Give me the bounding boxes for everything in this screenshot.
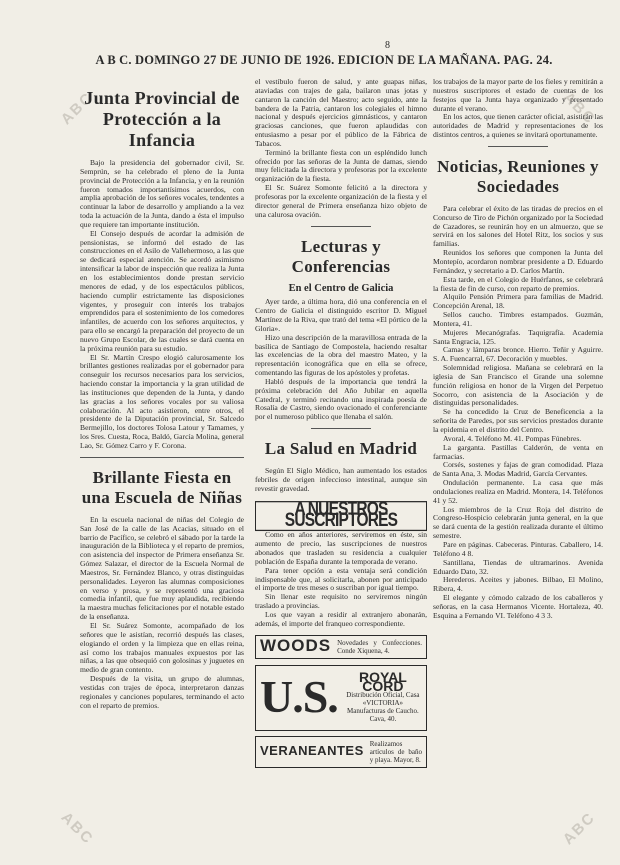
divider [488, 146, 548, 147]
paragraph: El Sr. Martín Crespo elogió calurosamente los brillantes gestiones realizadas por el gobernador para conseguir los recursos necesarios para los servicios, haciendo constar la importancia y la gran utilidad de las instituciones que dependen de la Junta, y dando las gracias a los señores vocales por su valiosa colaboración. Al acto asistieron, entre otros, el presidente de la Diputación provincial, Sr. Salcedo Bermejillo, los doctores Tolosa Latour y Tamames, y los Sres. Cuesta, Roca, Baldó, García Molina, general Lao, Sr. Gómez Carro y F. Corona. [80, 352, 244, 450]
paragraph: Ayer tarde, a última hora, dió una conferencia en el Centro de Galicia el distinguido escritor D. Miguel Martínez de la Riva, que trató del tema «El pórtico de la Gloria». [255, 297, 427, 333]
paragraph: Camas y lámparas bronce. Hierro. Teñir y Aguirre. S. A. Fuencarral, 67. Decoración y muebles. [433, 345, 603, 364]
ad-us-text2: Manufacturas de Caucho. Cava, 40. [347, 706, 419, 723]
subhead-centro-galicia: En el Centro de Galicia [288, 282, 394, 294]
paragraph: Para celebrar el éxito de las tiradas de precios en el Concurso de Tiro de Pichón organizado por la Sociedad de Cazadores, se reunirán hoy en un almuerzo, que se servirá en los salones del Hotel Ritz, los socios y sus familias. [433, 203, 603, 249]
paragraph: La garganta. Pastillas Calderón, de venta en farmacias. [433, 442, 603, 461]
folio-mark: 8 [385, 40, 390, 51]
paragraph: Hizo una descripción de la maravillosa entrada de la basílica de Santiago de Compostela, haciendo resaltar las excelencias de la obra del maestro Mateo, y la representación iconográfica que en ella se ofrece, comentando las figuras de los apóstoles y profetas. [255, 332, 427, 378]
suscriptores-banner: A NUESTROS SUSCRIPTORES [255, 501, 427, 531]
paragraph: Sellos caucho. Timbres estampados. Guzmán, Montera, 41. [433, 310, 603, 328]
paragraph: El Sr. Suárez Somonte felicitó a la directora y profesoras por la excelente organización de la fiesta y el director general de Primera enseñanza hizo objeto de una calurosa ovación. [255, 183, 427, 219]
paragraph: El Consejo después de acordar la admisión de pensionistas, se informó del estado de las construcciones en el Asilo de Vallehermoso, a las que se dedicará especial atención. Se acordó asimismo intensificar la labor de inspección que realiza la Junta en los establecimientos donde prestan servicio menores de edad, y de los espectáculos públicos, haciendo cumplir estrictamente las disposiciones vigentes, y proseguir con interés los trabajos emprendidos para el sostenimiento de los comedores infantiles, de acuerdo con los señores arquitectos, y para ello se encargó la preparación del proyecto de un nuevo Grupo Escolar, de las cuales se dará cuenta en la próxima reunión para su estudio. [80, 228, 244, 353]
column-1 [80, 78, 244, 863]
paragraph: Mujeres Mecanógrafas. Taquigrafía. Academia Santa Engracia, 125. [433, 327, 603, 346]
ad-us-name: ROYAL CORD [359, 668, 407, 694]
paragraph: Solemnidad religiosa. Mañana se celebrará en la iglesia de San Francisco el Grande una solemne función religiosa en honor de la Virgen del Perpetuo Socorro, con asistencia de la Asociación y de distinguidas personalidades. [433, 363, 603, 408]
paragraph: Se ha concedido la Cruz de Beneficencia a la señorita de Paredes, por sus servicios prestados durante la epidemia en el distrito del Centro. [433, 407, 603, 434]
ad-us-text1: Distribución Oficial, Casa «VICTORIA» [346, 690, 420, 707]
headline-junta: Junta Provincial de Protección a la Infancia [84, 88, 240, 150]
paragraph: Como en años anteriores, serviremos en éste, sin aumento de precio, las suscripciones de nuestros abonados que trasladen su residencia a cualquier población de España durante la temporada de verano. [255, 530, 427, 566]
ad-woods-text: Novedades y Confecciones. Conde Xiquena, 4. [337, 638, 422, 655]
paragraph: Ondulación permanente. La casa que más ondulaciones realiza en Madrid. Montera, 14. Teléfonos 41 y 52. [433, 478, 603, 505]
watermark-bottom-left: ABC [57, 808, 97, 849]
ad-us-brand: U.S. [260, 671, 338, 723]
ad-royal-cord [255, 665, 427, 731]
paragraph: Pare en páginas. Cabeceras. Pinturas. Caballero, 14. Teléfono 4 8. [433, 539, 603, 558]
paragraph: el vestíbulo fueron de salud, y ante guapas niñas, ataviadas con trajes de gala, bailaron unas jotas y cantaron la canción del Maestro; acto seguido, ante la bandera de la Patria, cantaron los colegiales el himno nacional y después ejercicios gimnásticos, y cantaron graciosas canciones, que fueron aplaudidas con entusiasmo a pesar por el público de la Fábrica de Tabacos. [255, 78, 427, 148]
paragraph: Santillana, Tiendas de ultramarinos. Avenida Eduardo Dato, 32. [433, 557, 603, 576]
ad-ver-text: Realizamos artículos de baño y playa. Mayor, 8. [369, 739, 422, 764]
paragraph: Alquilo Pensión Primera para familias de Madrid. Concepción Arenal, 18. [433, 292, 603, 311]
paragraph: Esta tarde, en el Colegio de Huérfanos, se celebrará la fiesta de fin de curso, con reparto de premios. [433, 274, 603, 293]
paragraph: Corsés, sostenes y fajas de gran comodidad. Plaza de Santa Ana, 3. Modas Madrid, García Cervantes. [433, 460, 603, 479]
ad-woods-brand: WOODS [260, 636, 332, 656]
paragraph: El Sr. Suárez Somonte, acompañado de los señores que le asistían, recorrió después las clases, elogiando el orden y la limpieza que en ellas reina, así como los trabajos manuales expuestos por las niñas, a las que obsequió con golosinas y juguetes en medio de gran contento. [80, 620, 244, 675]
ad-veraneantes [255, 736, 427, 768]
divider [80, 457, 244, 458]
paragraph: Bajo la presidencia del gobernador civil, Sr. Semprún, se ha celebrado el pleno de la Junta provincial de Protección a la Infancia, y en la reunión fueron tomados importantísimos acuerdos, con amplia aprobación de los señores vocales, tendentes a continuar la labor de desarrollo y ampliando a la vez toda la actuación de la Junta, dando a ésta el impulso que requiere tan importante institución. [80, 158, 244, 229]
watermark-top-right: ABC [559, 88, 599, 129]
headline-fiesta: Brillante Fiesta en una Escuela de Niñas [81, 467, 243, 507]
watermark-bottom-right: ABC [559, 808, 599, 849]
headline-salud: La Salud en Madrid [264, 439, 418, 459]
paragraph: los trabajos de la mayor parte de los fieles y remitirán a nuestros suscriptores el estado de cuentas de los festejos que la Junta haya organizado y presentado durante el verano. [433, 78, 603, 113]
paragraph: Los miembros de la Cruz Roja del distrito de Congreso-Hospicio celebrarán junta general, en la que se dará cuenta de la gestión realizada durante el último semestre. [433, 504, 603, 541]
paragraph: En la escuela nacional de niñas del Colegio de San José de la calle de las Acacias, situado en el barrio de Pacífico, se celebró el sábado por la tarde la inauguración de la Biblioteca y el reparto de premios, con asistencia del inspector de Primera enseñanza Sr. Gómez Salazar, el director de la Escuela Normal de Maestros, Sr. Fernández Blanco, y otras distinguidas personalidades. Leyeron las alumnas composiciones en verso y prosa, y se representó una graciosa comedia infantil, que fue muy aplaudida, recibiendo la maestra muchas felicitaciones por el notable estado de la enseñanza. [80, 514, 244, 622]
paragraph: Terminó la brillante fiesta con un espléndido lunch ofrecido por las señoras de la Junta de damas, siendo muy felicitada la directora y profesoras por la excelente organización de la fiesta. [255, 147, 427, 184]
paragraph: Reunidos los señores que componen la Junta del Montepío, acordaron nombrar presidente a D. Eduardo Fernández, y secretario a D. Carlos Martín. [433, 248, 603, 275]
paragraph: Habló después de la importancia que tendrá la próxima celebración del Año Jubilar en aquella Catedral, y terminó recitando una inspirada poesía de Rosalía de Castro, siendo ovacionado el conferenciante por el numeroso público que llenaba el salón. [255, 376, 427, 422]
paragraph: El elegante y cómodo calzado de los caballeros y señoras, en la casa Hermanos Vicente. Hortaleza, 40. Esquina a Fernando VI. Teléfono 4 3 3. [433, 593, 603, 620]
headline-noticias: Noticias, Reuniones y Sociedades [437, 156, 599, 196]
headline-lecturas: Lecturas y Conferencias [291, 236, 391, 276]
ad-us-details [344, 668, 422, 723]
ad-ver-brand: VERANEANTES [260, 743, 364, 759]
paragraph: Los que vayan a residir al extranjero abonarán, además, el importe del franqueo correspondiente. [255, 609, 427, 628]
column-2 [255, 78, 427, 863]
paragraph: Sin llenar este requisito no serviremos ningún traslado a provincias. [255, 592, 427, 611]
divider [311, 226, 371, 227]
paragraph: Herederos. Aceites y jabones. Bilbao, El Molino, Ribera, 4. [433, 575, 603, 594]
ad-woods [255, 635, 427, 659]
paragraph: En los actos, que tienen carácter oficial, asistirán las autoridades de Madrid y representaciones de los distintos centros, a quienes se invitará oportunamente. [433, 112, 603, 140]
paragraph: Según El Siglo Médico, han aumentado los estados febriles de origen infeccioso intestinal, aunque sin revestir gravedad. [255, 466, 427, 493]
paragraph: Después de la visita, un grupo de alumnas, vestidas con trajes de época, interpretaron danzas regionales y canciones populares, terminando el acto con el reparto de premios. [80, 674, 244, 710]
column-3 [433, 78, 603, 863]
paragraph: Avoral, 4. Teléfono M. 41. Pompas Fúnebres. [443, 433, 582, 443]
divider [311, 428, 371, 429]
masthead: A B C. DOMINGO 27 DE JUNIO DE 1926. EDICION DE LA MAÑANA. PAG. 24. [95, 53, 553, 67]
paragraph: Para tener opción a esta ventaja será condición indispensable que, al solicitarla, abonen por anticipado el importe de tres meses o suscriban por igual tiempo. [255, 565, 427, 593]
watermark-top-left: ABC [57, 88, 97, 129]
